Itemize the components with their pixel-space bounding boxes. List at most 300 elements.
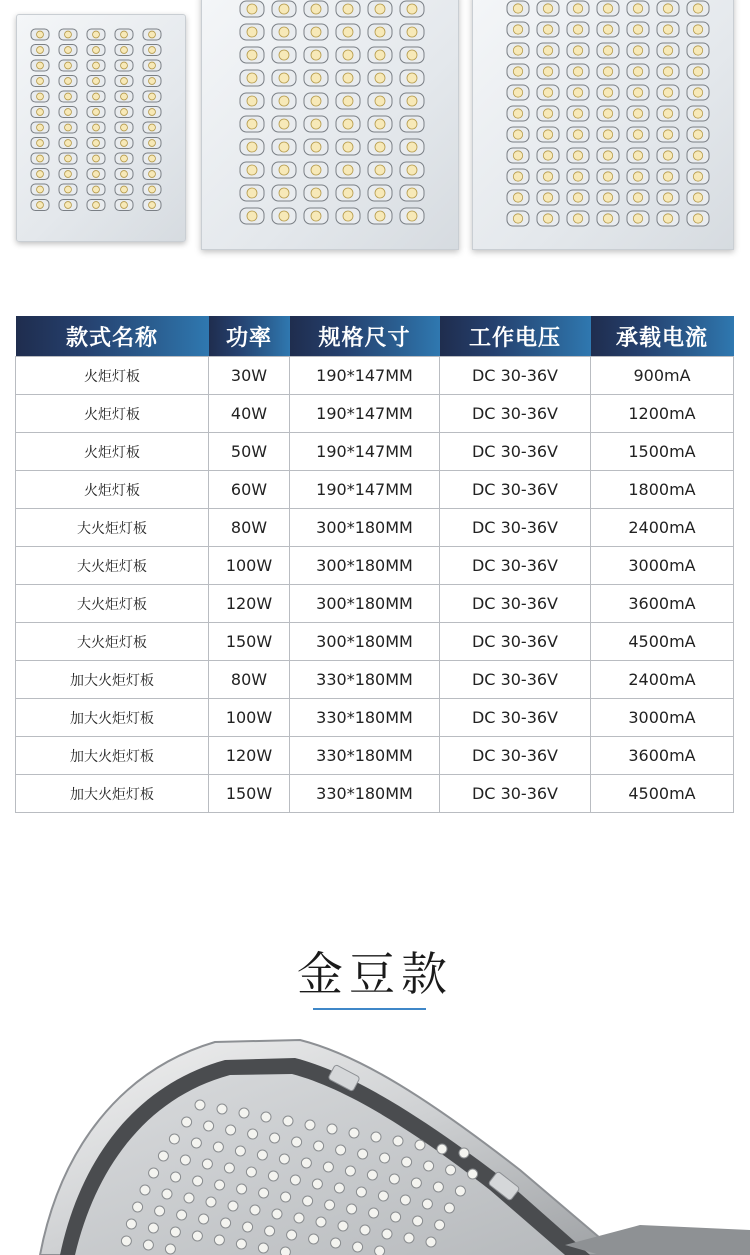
cell-power: 150W xyxy=(209,623,290,661)
led-chip xyxy=(59,107,77,118)
led-chip xyxy=(507,64,529,79)
led-chip xyxy=(400,139,424,155)
led-chip xyxy=(115,91,133,102)
led-chip xyxy=(59,76,77,87)
led-chip xyxy=(143,91,161,102)
led-chip xyxy=(31,184,49,195)
lamp-led xyxy=(303,1196,313,1206)
lamp-led xyxy=(246,1167,256,1177)
lamp-led xyxy=(424,1161,434,1171)
cell-dimensions: 330*180MM xyxy=(290,661,440,699)
lamp-led xyxy=(446,1165,456,1175)
led-chip xyxy=(31,169,49,180)
lamp-led xyxy=(214,1235,224,1245)
lamp-led xyxy=(280,1247,290,1255)
led-chip xyxy=(59,153,77,164)
lamp-led xyxy=(265,1226,275,1236)
cell-dimensions: 300*180MM xyxy=(290,509,440,547)
lamp-led xyxy=(323,1162,333,1172)
led-chip xyxy=(657,190,679,205)
led-chip xyxy=(567,211,589,226)
cell-style-name: 大火炬灯板 xyxy=(16,509,209,547)
lamp-led xyxy=(369,1208,379,1218)
led-chip xyxy=(537,43,559,58)
table-row xyxy=(16,699,734,737)
lamp-led xyxy=(215,1180,225,1190)
lamp-led xyxy=(257,1150,267,1160)
led-chip xyxy=(87,138,105,149)
cell-voltage: DC 30-36V xyxy=(440,509,591,547)
led-chip xyxy=(507,43,529,58)
led-chip xyxy=(304,162,328,178)
led-chip xyxy=(240,93,264,109)
led-chip xyxy=(143,200,161,211)
lamp-led xyxy=(356,1187,366,1197)
lamp-led xyxy=(349,1128,359,1138)
led-chip xyxy=(272,93,296,109)
led-chip xyxy=(272,185,296,201)
led-chip xyxy=(240,47,264,63)
lamp-led xyxy=(133,1202,143,1212)
lamp-led xyxy=(165,1244,175,1254)
cell-voltage: DC 30-36V xyxy=(440,699,591,737)
led-chip xyxy=(59,91,77,102)
led-chip xyxy=(627,85,649,100)
led-chip xyxy=(368,24,392,40)
led-chip xyxy=(336,47,360,63)
led-chip xyxy=(537,190,559,205)
cell-style-name: 火炬灯板 xyxy=(16,433,209,471)
cell-dimensions: 190*147MM xyxy=(290,357,440,395)
led-chip xyxy=(627,1,649,16)
led-chip xyxy=(597,43,619,58)
led-chip xyxy=(597,127,619,142)
lamp-led xyxy=(283,1116,293,1126)
led-chip xyxy=(115,60,133,71)
led-board-photo-strip xyxy=(0,0,750,265)
led-chip xyxy=(368,162,392,178)
led-chip xyxy=(304,139,328,155)
led-chip xyxy=(567,169,589,184)
lamp-led xyxy=(292,1137,302,1147)
led-chip xyxy=(240,116,264,132)
lamp-led xyxy=(217,1104,227,1114)
led-chip xyxy=(627,64,649,79)
lamp-led xyxy=(426,1237,436,1247)
led-chip xyxy=(400,70,424,86)
led-chip xyxy=(597,85,619,100)
led-chip xyxy=(304,24,328,40)
led-chip xyxy=(400,24,424,40)
led-chip xyxy=(31,122,49,133)
table-row xyxy=(16,661,734,699)
led-chip xyxy=(272,116,296,132)
led-chip xyxy=(537,148,559,163)
lamp-led xyxy=(287,1230,297,1240)
lamp-led xyxy=(301,1158,311,1168)
led-chip xyxy=(272,162,296,178)
lamp-led xyxy=(259,1188,269,1198)
led-chip xyxy=(597,190,619,205)
led-chip xyxy=(687,106,709,121)
led-chip xyxy=(87,153,105,164)
lamp-led xyxy=(402,1157,412,1167)
cell-style-name: 火炬灯板 xyxy=(16,471,209,509)
led-chip xyxy=(567,1,589,16)
led-chip xyxy=(115,153,133,164)
led-chip xyxy=(304,116,328,132)
lamp-led xyxy=(367,1170,377,1180)
led-chip xyxy=(368,208,392,224)
led-chip xyxy=(31,76,49,87)
cell-voltage: DC 30-36V xyxy=(440,661,591,699)
spec-table-header-row xyxy=(16,316,734,357)
led-chip xyxy=(31,138,49,149)
led-chip xyxy=(627,43,649,58)
cell-dimensions: 300*180MM xyxy=(290,623,440,661)
led-chip xyxy=(31,60,49,71)
led-chip xyxy=(304,70,328,86)
lamp-led xyxy=(248,1129,258,1139)
header-power: 功率 xyxy=(209,316,290,357)
table-row xyxy=(16,509,734,547)
led-chip xyxy=(368,47,392,63)
led-chip xyxy=(507,211,529,226)
lamp-led xyxy=(191,1138,201,1148)
cell-style-name: 大火炬灯板 xyxy=(16,585,209,623)
led-chip xyxy=(567,64,589,79)
led-chip xyxy=(240,1,264,17)
cell-style-name: 火炬灯板 xyxy=(16,357,209,395)
cell-power: 80W xyxy=(209,661,290,699)
cell-current: 1500mA xyxy=(591,433,734,471)
cell-style-name: 加大火炬灯板 xyxy=(16,699,209,737)
led-grid-small xyxy=(17,15,185,241)
led-chip xyxy=(87,169,105,180)
table-row xyxy=(16,395,734,433)
lamp-led xyxy=(148,1223,158,1233)
cell-power: 100W xyxy=(209,699,290,737)
lamp-led xyxy=(206,1197,216,1207)
lamp-led xyxy=(334,1183,344,1193)
led-chip xyxy=(567,106,589,121)
led-chip xyxy=(567,190,589,205)
led-chip xyxy=(567,127,589,142)
led-chip xyxy=(59,60,77,71)
cell-dimensions: 300*180MM xyxy=(290,547,440,585)
led-chip xyxy=(567,43,589,58)
header-voltage: 工作电压 xyxy=(440,316,591,357)
led-chip xyxy=(272,70,296,86)
lamp-led xyxy=(281,1192,291,1202)
led-chip xyxy=(115,76,133,87)
lamp-led xyxy=(468,1169,478,1179)
cell-style-name: 火炬灯板 xyxy=(16,395,209,433)
led-chip xyxy=(597,211,619,226)
led-chip xyxy=(59,138,77,149)
led-chip xyxy=(657,106,679,121)
led-chip xyxy=(240,208,264,224)
led-chip xyxy=(87,45,105,56)
led-chip xyxy=(336,70,360,86)
led-chip xyxy=(87,60,105,71)
lamp-led xyxy=(121,1236,131,1246)
led-chip xyxy=(115,29,133,40)
led-chip xyxy=(336,162,360,178)
lamp-led xyxy=(236,1239,246,1249)
lamp-led xyxy=(177,1210,187,1220)
led-chip xyxy=(507,148,529,163)
led-chip xyxy=(657,22,679,37)
led-chip xyxy=(597,22,619,37)
lamp-led xyxy=(400,1195,410,1205)
lamp-led xyxy=(413,1216,423,1226)
lamp-led xyxy=(411,1178,421,1188)
cell-dimensions: 300*180MM xyxy=(290,585,440,623)
cell-dimensions: 330*180MM xyxy=(290,699,440,737)
lamp-led xyxy=(268,1171,278,1181)
title-underline xyxy=(313,1008,426,1010)
led-chip xyxy=(627,148,649,163)
lamp-led xyxy=(360,1225,370,1235)
lamp-led xyxy=(380,1153,390,1163)
table-row xyxy=(16,623,734,661)
table-row xyxy=(16,775,734,813)
cell-current: 3600mA xyxy=(591,585,734,623)
led-chip xyxy=(627,22,649,37)
led-chip xyxy=(143,169,161,180)
table-row xyxy=(16,737,734,775)
led-chip xyxy=(400,162,424,178)
led-chip xyxy=(687,1,709,16)
led-chip xyxy=(87,200,105,211)
led-chip xyxy=(400,93,424,109)
lamp-led xyxy=(336,1145,346,1155)
lamp-led xyxy=(155,1206,165,1216)
lamp-led xyxy=(193,1176,203,1186)
lamp-led xyxy=(279,1154,289,1164)
lamp-led xyxy=(353,1242,363,1252)
led-chip xyxy=(537,85,559,100)
led-chip xyxy=(597,1,619,16)
cell-dimensions: 190*147MM xyxy=(290,395,440,433)
led-chip xyxy=(687,43,709,58)
led-chip xyxy=(507,106,529,121)
led-chip xyxy=(368,93,392,109)
lamp-led xyxy=(437,1144,447,1154)
led-chip xyxy=(627,127,649,142)
cell-current: 2400mA xyxy=(591,509,734,547)
table-row xyxy=(16,471,734,509)
led-chip xyxy=(368,116,392,132)
led-chip xyxy=(59,169,77,180)
led-chip xyxy=(272,1,296,17)
led-chip xyxy=(537,1,559,16)
led-chip xyxy=(87,91,105,102)
cell-voltage: DC 30-36V xyxy=(440,585,591,623)
led-chip xyxy=(240,139,264,155)
lamp-led xyxy=(221,1218,231,1228)
led-chip xyxy=(657,211,679,226)
led-chip xyxy=(567,85,589,100)
cell-power: 120W xyxy=(209,585,290,623)
led-chip xyxy=(400,47,424,63)
lamp-led xyxy=(305,1120,315,1130)
led-chip xyxy=(368,1,392,17)
lamp-led xyxy=(202,1159,212,1169)
lamp-led xyxy=(389,1174,399,1184)
section-title: 金豆款 xyxy=(297,947,453,1001)
led-chip xyxy=(687,148,709,163)
cell-style-name: 加大火炬灯板 xyxy=(16,661,209,699)
led-chip xyxy=(336,93,360,109)
table-row xyxy=(16,547,734,585)
led-chip xyxy=(537,64,559,79)
cell-current: 1800mA xyxy=(591,471,734,509)
led-chip xyxy=(143,29,161,40)
cell-power: 50W xyxy=(209,433,290,471)
lamp-led xyxy=(126,1219,136,1229)
lamp-led xyxy=(180,1155,190,1165)
led-chip xyxy=(336,139,360,155)
led-chip xyxy=(507,1,529,16)
lamp-led xyxy=(192,1231,202,1241)
led-chip xyxy=(304,185,328,201)
header-style-name: 款式名称 xyxy=(16,316,209,357)
led-chip xyxy=(657,85,679,100)
cell-voltage: DC 30-36V xyxy=(440,433,591,471)
cell-style-name: 加大火炬灯板 xyxy=(16,775,209,813)
led-chip xyxy=(87,122,105,133)
led-chip xyxy=(240,162,264,178)
cell-current: 1200mA xyxy=(591,395,734,433)
lamp-led xyxy=(171,1172,181,1182)
led-chip xyxy=(597,106,619,121)
led-chip xyxy=(143,76,161,87)
lamp-led xyxy=(422,1199,432,1209)
lamp-led xyxy=(162,1189,172,1199)
led-chip xyxy=(272,24,296,40)
led-chip xyxy=(657,169,679,184)
led-chip xyxy=(507,85,529,100)
lamp-led xyxy=(290,1175,300,1185)
led-chip xyxy=(31,91,49,102)
lamp-led xyxy=(213,1142,223,1152)
led-chip xyxy=(59,184,77,195)
led-chip xyxy=(115,45,133,56)
lamp-led xyxy=(415,1140,425,1150)
led-chip xyxy=(143,138,161,149)
led-chip xyxy=(87,76,105,87)
led-chip xyxy=(687,85,709,100)
led-chip xyxy=(87,107,105,118)
cell-current: 2400mA xyxy=(591,661,734,699)
cell-dimensions: 330*180MM xyxy=(290,737,440,775)
street-lamp-image xyxy=(0,1030,750,1255)
led-chip xyxy=(627,190,649,205)
street-lamp-illustration xyxy=(0,1030,750,1255)
cell-current: 3600mA xyxy=(591,737,734,775)
lamp-led xyxy=(239,1108,249,1118)
led-chip xyxy=(368,185,392,201)
led-chip xyxy=(336,1,360,17)
led-chip xyxy=(304,208,328,224)
led-chip xyxy=(507,22,529,37)
lamp-led xyxy=(435,1220,445,1230)
cell-power: 30W xyxy=(209,357,290,395)
cell-current: 3000mA xyxy=(591,547,734,585)
led-chip xyxy=(272,139,296,155)
cell-power: 80W xyxy=(209,509,290,547)
lamp-led xyxy=(199,1214,209,1224)
led-chip xyxy=(537,169,559,184)
led-chip xyxy=(240,70,264,86)
led-chip xyxy=(507,190,529,205)
led-chip xyxy=(31,45,49,56)
led-chip xyxy=(687,127,709,142)
lamp-led xyxy=(169,1134,179,1144)
lamp-led xyxy=(309,1234,319,1244)
led-chip xyxy=(657,64,679,79)
cell-power: 100W xyxy=(209,547,290,585)
led-chip xyxy=(304,93,328,109)
lamp-led xyxy=(250,1205,260,1215)
lamp-led xyxy=(433,1182,443,1192)
lamp-led xyxy=(331,1238,341,1248)
lamp-led xyxy=(170,1227,180,1237)
lamp-led xyxy=(258,1243,268,1253)
led-chip xyxy=(87,29,105,40)
led-chip xyxy=(31,29,49,40)
cell-dimensions: 190*147MM xyxy=(290,433,440,471)
led-chip xyxy=(400,1,424,17)
led-chip xyxy=(31,200,49,211)
cell-voltage: DC 30-36V xyxy=(440,737,591,775)
cell-current: 4500mA xyxy=(591,623,734,661)
lamp-led xyxy=(444,1203,454,1213)
lamp-led xyxy=(272,1209,282,1219)
led-chip xyxy=(627,211,649,226)
header-dimensions: 规格尺寸 xyxy=(290,316,440,357)
led-chip xyxy=(115,122,133,133)
lamp-led xyxy=(404,1233,414,1243)
lamp-led xyxy=(270,1133,280,1143)
led-chip xyxy=(657,1,679,16)
lamp-led xyxy=(382,1229,392,1239)
lamp-led xyxy=(149,1168,159,1178)
led-chip xyxy=(31,107,49,118)
cell-style-name: 大火炬灯板 xyxy=(16,547,209,585)
led-chip xyxy=(597,148,619,163)
lamp-led xyxy=(459,1148,469,1158)
header-current: 承载电流 xyxy=(591,316,734,357)
led-chip xyxy=(143,122,161,133)
cell-voltage: DC 30-36V xyxy=(440,775,591,813)
led-chip xyxy=(657,43,679,58)
led-chip xyxy=(657,127,679,142)
led-chip xyxy=(59,122,77,133)
cell-dimensions: 190*147MM xyxy=(290,471,440,509)
led-chip xyxy=(143,107,161,118)
led-grid-medium xyxy=(202,0,458,249)
lamp-led xyxy=(391,1212,401,1222)
led-chip xyxy=(537,106,559,121)
cell-current: 900mA xyxy=(591,357,734,395)
cell-voltage: DC 30-36V xyxy=(440,395,591,433)
led-chip xyxy=(507,169,529,184)
lamp-led xyxy=(140,1185,150,1195)
led-chip xyxy=(87,184,105,195)
